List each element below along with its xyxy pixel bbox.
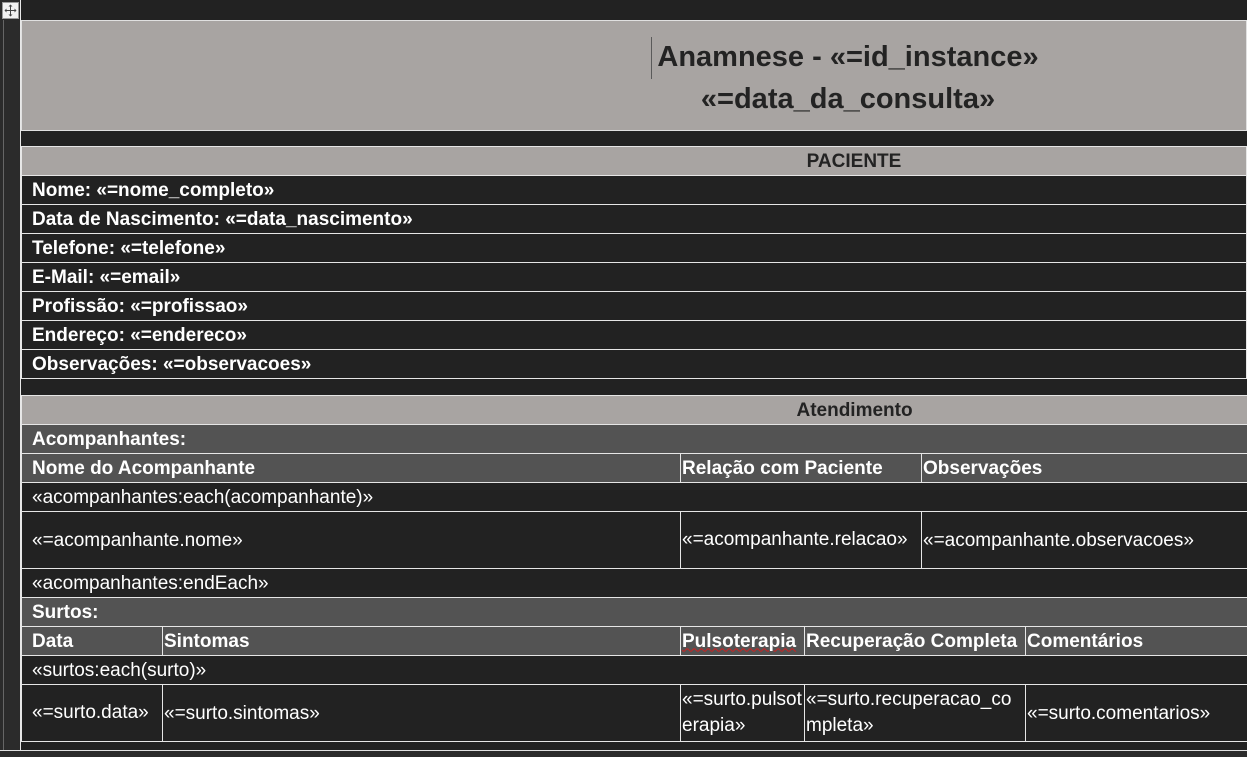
table-row <box>22 292 1247 321</box>
table-row <box>22 685 1247 742</box>
patient-name-cell[interactable]: Nome: «=nome_completo» <box>22 176 1247 205</box>
appointment-table <box>21 395 1247 742</box>
patient-phone-cell[interactable]: Telefone: «=telefone» <box>22 234 1247 263</box>
table-row <box>22 205 1247 234</box>
companions-section-label[interactable]: Acompanhantes: <box>22 425 1247 454</box>
patient-profession-cell[interactable]: Profissão: «=profissao» <box>22 292 1247 321</box>
table-row <box>22 454 1247 483</box>
table-move-handle-icon[interactable] <box>2 2 19 19</box>
table-row <box>22 321 1247 350</box>
table-row <box>22 396 1247 425</box>
table-row <box>22 569 1247 598</box>
document-title: Anamnese - «=id_instance» <box>657 41 1039 73</box>
patient-birthdate-cell[interactable]: Data de Nascimento: «=data_nascimento» <box>22 205 1247 234</box>
patient-address-cell[interactable]: Endereço: «=endereco» <box>22 321 1247 350</box>
title-block[interactable] <box>21 20 1247 131</box>
outbreak-recovery-column[interactable]: Recuperação Completa <box>805 627 1026 656</box>
table-row <box>22 234 1247 263</box>
companion-relation-cell[interactable]: «=acompanhante.relacao» <box>681 512 922 569</box>
bottom-edge <box>0 750 1247 757</box>
companions-each-end[interactable]: «acompanhantes:endEach» <box>22 569 1247 598</box>
outbreak-comments-column[interactable]: Comentários <box>1026 627 1247 656</box>
companion-name-column[interactable]: Nome do Acompanhante <box>22 454 681 483</box>
patient-email-cell[interactable]: E-Mail: «=email» <box>22 263 1247 292</box>
table-row <box>22 263 1247 292</box>
outbreaks-section-label[interactable]: Surtos: <box>22 598 1247 627</box>
outbreak-recovery-cell[interactable]: «=surto.recuperacao_completa» <box>805 685 1026 742</box>
table-row <box>22 483 1247 512</box>
outbreak-pulsetherapy-cell[interactable]: «=surto.pulsoterapia» <box>681 685 805 742</box>
table-row <box>22 176 1247 205</box>
outbreaks-each-start[interactable]: «surtos:each(surto)» <box>22 656 1247 685</box>
ruler-line <box>3 20 4 750</box>
consultation-date: «=data_da_consulta» <box>700 83 996 115</box>
outbreak-pulsetherapy-column[interactable]: Pulsoterapia <box>681 627 805 656</box>
table-row <box>22 425 1247 454</box>
companion-notes-cell[interactable]: «=acompanhante.observacoes» <box>922 512 1247 569</box>
patient-notes-cell[interactable]: Observações: «=observacoes» <box>22 350 1247 379</box>
companion-notes-column[interactable]: Observações <box>922 454 1247 483</box>
companions-each-start[interactable]: «acompanhantes:each(acompanhante)» <box>22 483 1247 512</box>
table-row <box>22 656 1247 685</box>
outbreak-comments-cell[interactable]: «=surto.comentarios» <box>1026 685 1247 742</box>
appointment-header[interactable]: Atendimento <box>22 396 1247 425</box>
table-row <box>22 147 1247 176</box>
outbreak-symptoms-cell[interactable]: «=surto.sintomas» <box>163 685 681 742</box>
companion-name-cell[interactable]: «=acompanhante.nome» <box>22 512 681 569</box>
outbreak-date-column[interactable]: Data <box>22 627 163 656</box>
table-row <box>22 627 1247 656</box>
table-row <box>22 350 1247 379</box>
outbreak-date-cell[interactable]: «=surto.data» <box>22 685 163 742</box>
companion-relation-column[interactable]: Relação com Paciente <box>681 454 922 483</box>
outbreak-symptoms-column[interactable]: Sintomas <box>163 627 681 656</box>
table-row <box>22 598 1247 627</box>
patient-header[interactable]: PACIENTE <box>22 147 1247 176</box>
patient-table <box>21 146 1247 379</box>
move-arrows-icon <box>4 4 17 17</box>
table-row <box>22 512 1247 569</box>
